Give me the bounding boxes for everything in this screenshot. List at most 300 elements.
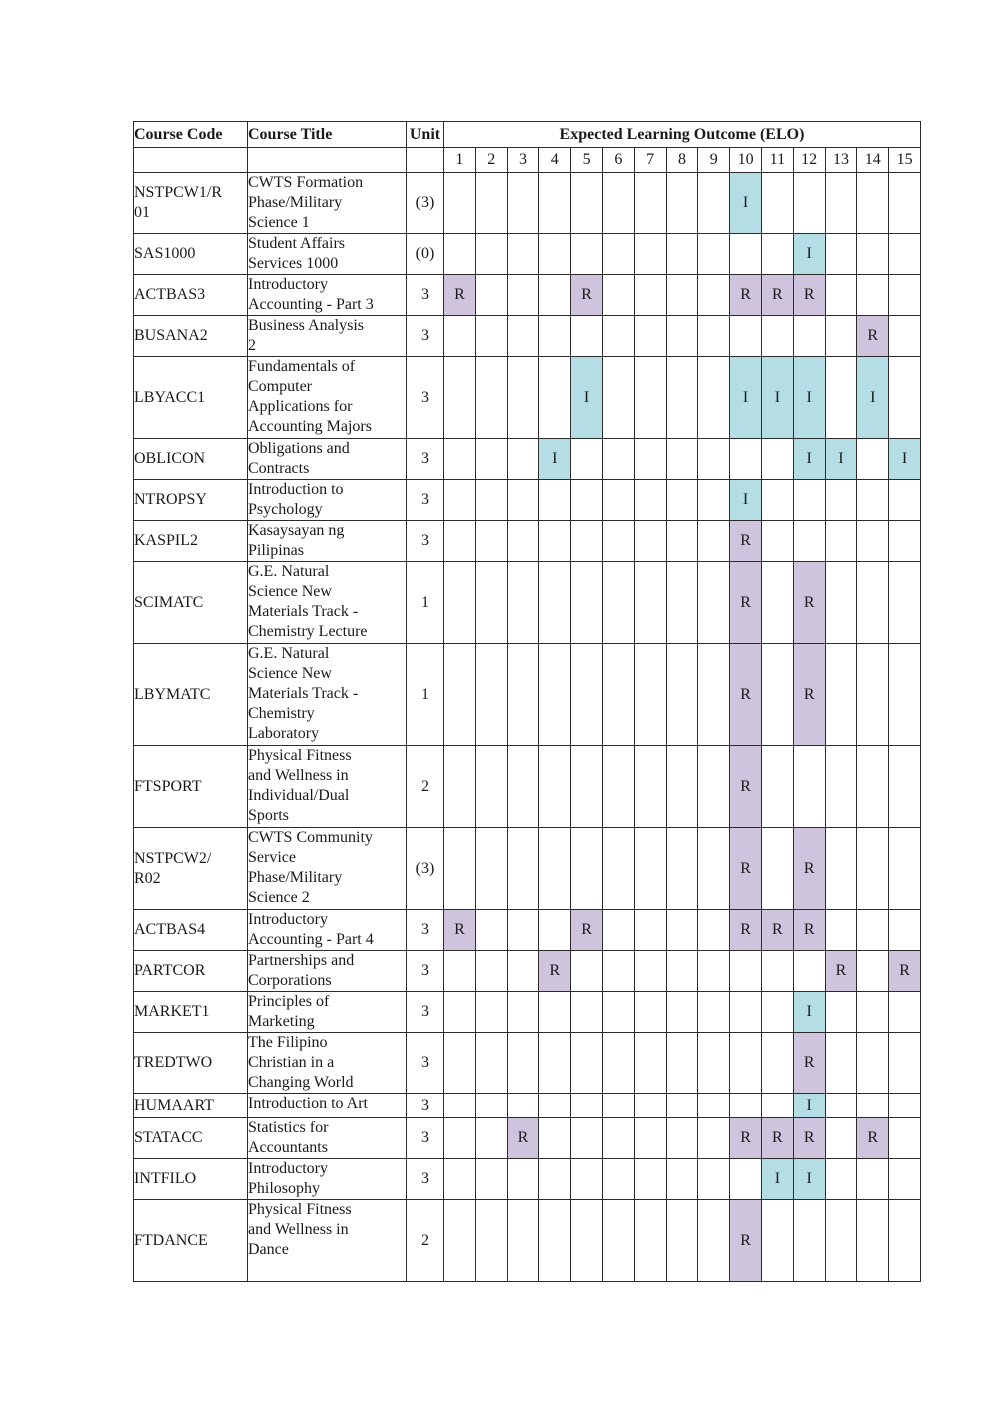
course-code-header: Course Code [134,122,248,148]
unit-cell: 3 [407,275,444,316]
elo-cell-6 [602,275,634,316]
elo-cell-13 [825,521,857,562]
table-row [134,357,921,439]
elo-cell-5 [571,951,603,992]
elo-cell-14 [857,275,889,316]
elo-cell-14 [857,234,889,275]
unit-cell: 3 [407,480,444,521]
table-row [134,1159,921,1200]
elo-cell-14: R [857,316,889,357]
elo-cell-3 [507,521,539,562]
elo-cell-8 [666,992,698,1033]
elo-cell-6 [602,357,634,439]
elo-cell-11: R [761,1118,793,1159]
elo-cell-15 [889,644,921,746]
elo-number-5: 5 [571,148,603,173]
elo-cell-11 [761,234,793,275]
elo-cell-6 [602,234,634,275]
elo-cell-4 [539,1033,571,1094]
unit-cell: 1 [407,644,444,746]
elo-cell-3 [507,828,539,910]
elo-cell-10: I [730,357,762,439]
elo-cell-2 [475,521,507,562]
elo-number-9: 9 [698,148,730,173]
unit-cell: (0) [407,234,444,275]
course-title-header: Course Title [248,122,407,148]
elo-cell-8 [666,1118,698,1159]
elo-number-12: 12 [793,148,825,173]
course-code-cell: LBYACC1 [134,357,248,439]
elo-cell-12: R [793,1033,825,1094]
elo-cell-9 [698,951,730,992]
table-row [134,173,921,234]
elo-cell-3 [507,316,539,357]
elo-cell-6 [602,480,634,521]
elo-cell-13 [825,275,857,316]
table-row [134,746,921,828]
elo-cell-12 [793,316,825,357]
elo-cell-6 [602,746,634,828]
elo-cell-3 [507,173,539,234]
elo-cell-2 [475,275,507,316]
elo-cell-9 [698,173,730,234]
elo-cell-9 [698,1094,730,1118]
elo-cell-7 [634,828,666,910]
elo-cell-5 [571,234,603,275]
course-code-cell: SAS1000 [134,234,248,275]
elo-cell-4 [539,357,571,439]
elo-cell-10: R [730,521,762,562]
unit-cell: 3 [407,357,444,439]
elo-cell-13 [825,746,857,828]
elo-cell-5 [571,480,603,521]
elo-cell-10 [730,951,762,992]
elo-cell-11: R [761,910,793,951]
elo-number-1: 1 [444,148,476,173]
elo-cell-8 [666,275,698,316]
elo-cell-14: I [857,357,889,439]
elo-cell-4 [539,746,571,828]
elo-cell-9 [698,521,730,562]
elo-cell-11 [761,951,793,992]
elo-cell-9 [698,275,730,316]
elo-cell-10 [730,1033,762,1094]
elo-number-2: 2 [475,148,507,173]
elo-cell-9 [698,644,730,746]
elo-cell-11: R [761,275,793,316]
elo-cell-4: I [539,439,571,480]
elo-number-14: 14 [857,148,889,173]
elo-cell-3 [507,746,539,828]
elo-cell-15 [889,910,921,951]
elo-cell-10: I [730,173,762,234]
elo-cell-1 [444,357,476,439]
elo-cell-2 [475,1094,507,1118]
elo-cell-1 [444,1159,476,1200]
elo-cell-15 [889,1118,921,1159]
course-code-cell: SCIMATC [134,562,248,644]
elo-cell-11 [761,992,793,1033]
table-row [134,910,921,951]
elo-cell-1 [444,746,476,828]
elo-cell-6 [602,316,634,357]
elo-cell-12: R [793,910,825,951]
elo-number-7: 7 [634,148,666,173]
elo-number-10: 10 [730,148,762,173]
table-row [134,1033,921,1094]
elo-cell-7 [634,521,666,562]
elo-cell-4 [539,562,571,644]
elo-number-13: 13 [825,148,857,173]
elo-cell-5 [571,316,603,357]
elo-cell-4 [539,1200,571,1282]
elo-cell-9 [698,316,730,357]
elo-cell-4 [539,1094,571,1118]
elo-cell-7 [634,1159,666,1200]
course-title-cell: Physical Fitness and Wellness in Dance [248,1200,407,1282]
elo-cell-3 [507,1159,539,1200]
elo-cell-13 [825,992,857,1033]
elo-cell-8 [666,439,698,480]
elo-cell-11 [761,1094,793,1118]
elo-cell-2 [475,316,507,357]
elo-cell-13 [825,234,857,275]
elo-cell-8 [666,746,698,828]
elo-cell-12 [793,1200,825,1282]
elo-cell-14 [857,439,889,480]
elo-cell-12 [793,521,825,562]
elo-cell-11 [761,828,793,910]
unit-cell: 3 [407,992,444,1033]
elo-cell-7 [634,357,666,439]
elo-header: Expected Learning Outcome (ELO) [444,122,921,148]
elo-cell-7 [634,1200,666,1282]
elo-cell-6 [602,1118,634,1159]
elo-cell-4 [539,1118,571,1159]
elo-cell-14 [857,951,889,992]
elo-cell-5 [571,439,603,480]
elo-cell-7 [634,992,666,1033]
elo-cell-12: R [793,644,825,746]
elo-cell-13 [825,316,857,357]
elo-cell-5: R [571,275,603,316]
elo-cell-13 [825,1094,857,1118]
elo-cell-5 [571,828,603,910]
elo-cell-1 [444,316,476,357]
elo-cell-2 [475,828,507,910]
unit-cell: (3) [407,173,444,234]
table-row [134,234,921,275]
elo-cell-5 [571,1159,603,1200]
elo-cell-9 [698,746,730,828]
elo-cell-14 [857,644,889,746]
blank-cell [248,148,407,173]
elo-cell-8 [666,234,698,275]
elo-cell-3 [507,275,539,316]
elo-cell-7 [634,1033,666,1094]
table-row [134,644,921,746]
elo-cell-15 [889,275,921,316]
elo-cell-10: R [730,746,762,828]
elo-cell-3 [507,1033,539,1094]
elo-cell-11 [761,439,793,480]
elo-cell-4 [539,316,571,357]
elo-cell-1: R [444,910,476,951]
elo-cell-12: I [793,992,825,1033]
course-code-cell: NTROPSY [134,480,248,521]
elo-cell-11 [761,1033,793,1094]
elo-cell-12 [793,173,825,234]
course-title-cell: Introductory Accounting - Part 4 [248,910,407,951]
unit-cell: 3 [407,1094,444,1118]
elo-cell-4 [539,910,571,951]
elo-cell-14 [857,1033,889,1094]
elo-number-15: 15 [889,148,921,173]
course-code-cell: INTFILO [134,1159,248,1200]
elo-cell-11 [761,562,793,644]
elo-cell-7 [634,644,666,746]
elo-cell-4: R [539,951,571,992]
elo-cell-9 [698,357,730,439]
elo-cell-13: I [825,439,857,480]
table-row [134,275,921,316]
elo-cell-1 [444,439,476,480]
elo-cell-4 [539,234,571,275]
elo-cell-2 [475,746,507,828]
unit-cell: 1 [407,562,444,644]
elo-cell-5 [571,644,603,746]
elo-cell-4 [539,275,571,316]
unit-cell: 2 [407,1200,444,1282]
elo-cell-11 [761,521,793,562]
unit-cell: 2 [407,746,444,828]
elo-cell-1 [444,234,476,275]
course-code-cell: HUMAART [134,1094,248,1118]
course-title-cell: Introduction to Psychology [248,480,407,521]
elo-cell-14 [857,1159,889,1200]
elo-cell-9 [698,480,730,521]
elo-cell-5 [571,746,603,828]
elo-cell-5 [571,173,603,234]
elo-cell-7 [634,173,666,234]
elo-cell-13 [825,1118,857,1159]
elo-cell-14 [857,173,889,234]
elo-cell-14: R [857,1118,889,1159]
elo-cell-5 [571,992,603,1033]
elo-cell-9 [698,1159,730,1200]
elo-cell-4 [539,644,571,746]
course-code-cell: ACTBAS3 [134,275,248,316]
elo-cell-1: R [444,275,476,316]
elo-cell-9 [698,562,730,644]
elo-cell-5: I [571,357,603,439]
unit-cell: 3 [407,521,444,562]
elo-cell-1 [444,992,476,1033]
course-title-cell: Student Affairs Services 1000 [248,234,407,275]
elo-cell-8 [666,1159,698,1200]
course-title-cell: Kasaysayan ng Pilipinas [248,521,407,562]
table-row [134,1094,921,1118]
elo-cell-2 [475,1033,507,1094]
elo-cell-10 [730,439,762,480]
course-title-cell: Introductory Philosophy [248,1159,407,1200]
elo-cell-8 [666,173,698,234]
elo-cell-12: R [793,1118,825,1159]
elo-cell-13 [825,1200,857,1282]
elo-cell-8 [666,1033,698,1094]
course-title-cell: Statistics for Accountants [248,1118,407,1159]
elo-cell-8 [666,480,698,521]
elo-cell-5: R [571,910,603,951]
elo-cell-8 [666,910,698,951]
elo-cell-15 [889,1094,921,1118]
elo-cell-12: I [793,439,825,480]
elo-cell-1 [444,951,476,992]
elo-cell-1 [444,1094,476,1118]
elo-cell-10 [730,1094,762,1118]
table-row [134,1118,921,1159]
elo-cell-3 [507,562,539,644]
elo-cell-8 [666,828,698,910]
elo-cell-2 [475,480,507,521]
course-code-cell: FTDANCE [134,1200,248,1282]
elo-cell-11 [761,173,793,234]
elo-cell-5 [571,1033,603,1094]
table-body [134,173,921,1282]
course-title-cell: Partnerships and Corporations [248,951,407,992]
elo-cell-2 [475,1159,507,1200]
elo-cell-10 [730,316,762,357]
elo-cell-1 [444,1200,476,1282]
elo-cell-9 [698,1118,730,1159]
course-title-cell: Obligations and Contracts [248,439,407,480]
course-code-cell: LBYMATC [134,644,248,746]
elo-cell-15 [889,1200,921,1282]
elo-cell-13 [825,644,857,746]
elo-number-8: 8 [666,148,698,173]
elo-cell-2 [475,357,507,439]
elo-cell-14 [857,910,889,951]
course-title-cell: Physical Fitness and Wellness in Individual/Dual Sports [248,746,407,828]
course-code-cell: FTSPORT [134,746,248,828]
course-title-cell: G.E. Natural Science New Materials Track - Chemistry Lecture [248,562,407,644]
elo-cell-5 [571,1118,603,1159]
elo-cell-6 [602,828,634,910]
elo-cell-12: R [793,275,825,316]
elo-cell-6 [602,1159,634,1200]
elo-cell-8 [666,562,698,644]
elo-cell-10: R [730,275,762,316]
elo-cell-10: R [730,562,762,644]
elo-cell-1 [444,828,476,910]
elo-cell-7 [634,951,666,992]
table-row [134,992,921,1033]
elo-cell-3: R [507,1118,539,1159]
blank-cell [134,148,248,173]
elo-cell-9 [698,1200,730,1282]
elo-cell-15 [889,562,921,644]
elo-cell-3 [507,1094,539,1118]
elo-cell-14 [857,828,889,910]
elo-cell-4 [539,521,571,562]
header-row [134,122,921,148]
elo-cell-3 [507,644,539,746]
elo-cell-2 [475,439,507,480]
elo-cell-6 [602,1033,634,1094]
elo-cell-11 [761,746,793,828]
elo-cell-3 [507,951,539,992]
elo-cell-14 [857,480,889,521]
elo-cell-9 [698,234,730,275]
elo-cell-4 [539,828,571,910]
unit-cell: 3 [407,1159,444,1200]
unit-cell: 3 [407,1118,444,1159]
elo-cell-6 [602,1200,634,1282]
elo-cell-1 [444,480,476,521]
elo-cell-13 [825,480,857,521]
elo-number-row [134,148,921,173]
elo-cell-12: R [793,828,825,910]
elo-cell-6 [602,644,634,746]
elo-cell-6 [602,521,634,562]
elo-cell-7 [634,234,666,275]
elo-cell-15 [889,521,921,562]
table-row [134,828,921,910]
course-title-cell: Fundamentals of Computer Applications for Accounting Majors [248,357,407,439]
unit-cell: 3 [407,439,444,480]
elo-cell-11: I [761,357,793,439]
table-row [134,951,921,992]
elo-cell-7 [634,1094,666,1118]
elo-cell-8 [666,644,698,746]
elo-cell-5 [571,1094,603,1118]
unit-cell: 3 [407,1033,444,1094]
elo-cell-15 [889,173,921,234]
elo-cell-7 [634,275,666,316]
elo-cell-12 [793,746,825,828]
elo-cell-5 [571,521,603,562]
elo-cell-12: I [793,357,825,439]
course-title-cell: Introductory Accounting - Part 3 [248,275,407,316]
table-row [134,562,921,644]
elo-cell-8 [666,1094,698,1118]
elo-cell-12: I [793,234,825,275]
elo-cell-9 [698,828,730,910]
elo-cell-10: R [730,1118,762,1159]
elo-cell-7 [634,910,666,951]
elo-cell-2 [475,644,507,746]
course-title-cell: The Filipino Christian in a Changing World [248,1033,407,1094]
course-code-cell: STATACC [134,1118,248,1159]
course-code-cell: KASPIL2 [134,521,248,562]
unit-cell: 3 [407,910,444,951]
elo-cell-13 [825,1033,857,1094]
elo-cell-5 [571,562,603,644]
elo-cell-10: I [730,480,762,521]
elo-cell-9 [698,910,730,951]
table-row [134,480,921,521]
elo-cell-8 [666,1200,698,1282]
elo-cell-3 [507,992,539,1033]
elo-cell-2 [475,562,507,644]
elo-cell-10: R [730,828,762,910]
elo-cell-10 [730,234,762,275]
elo-cell-8 [666,316,698,357]
elo-cell-1 [444,173,476,234]
course-code-cell: NSTPCW1/R 01 [134,173,248,234]
elo-cell-6 [602,1094,634,1118]
elo-cell-14 [857,1094,889,1118]
